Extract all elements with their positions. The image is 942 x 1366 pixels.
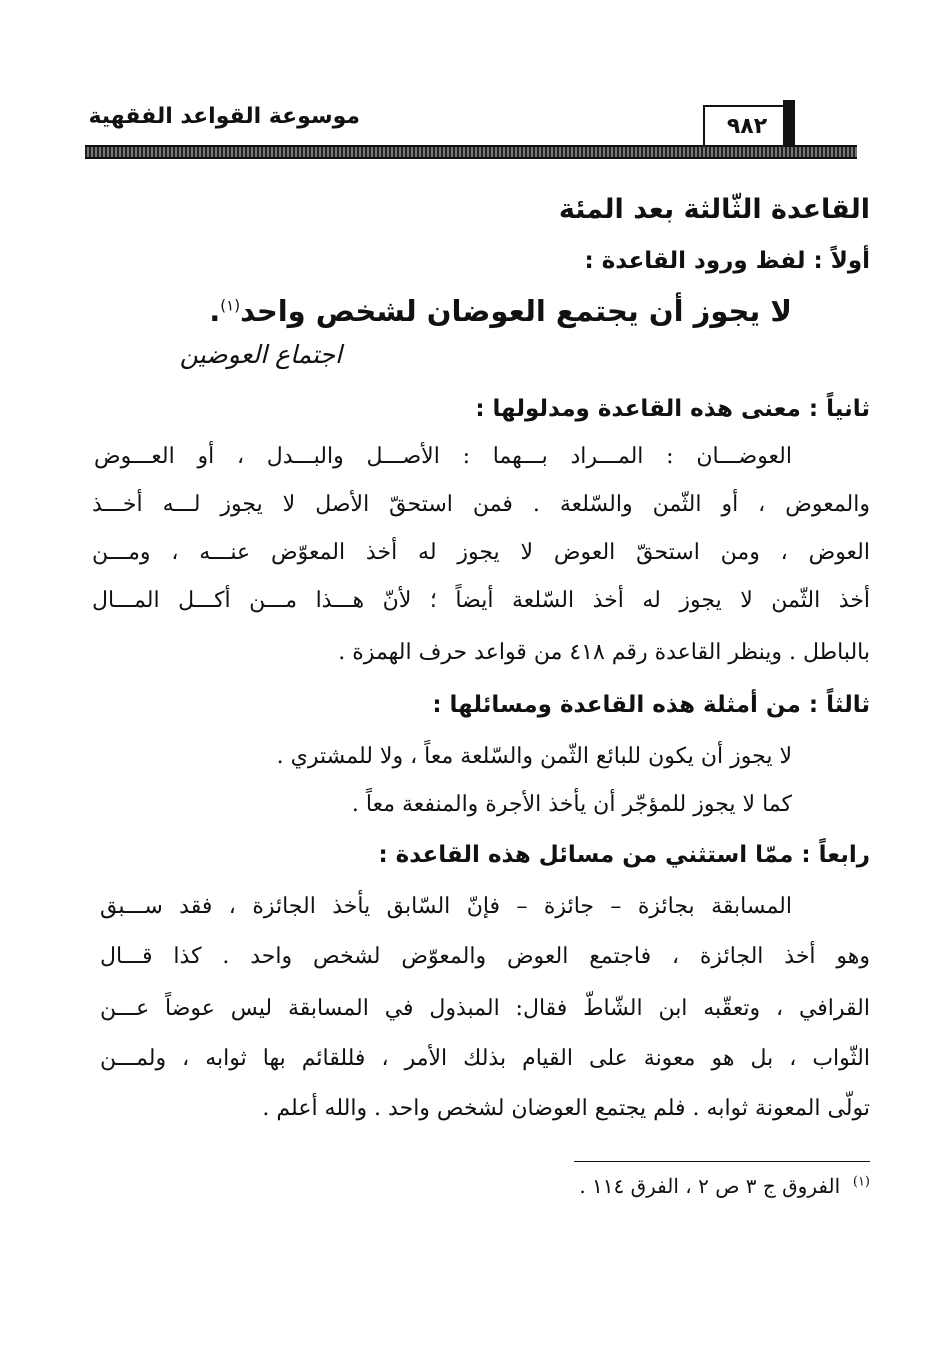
page-number: ٩٨٢ [703, 105, 791, 147]
exception-line: المسابقة بجائزة – جائزة – فإنّ السّابق يأخذ الجائزة ، فقد ســـبق [100, 894, 792, 919]
footnote [579, 1174, 870, 1198]
rule-statement-text: لا يجوز أن يجتمع العوضان لشخص واحد [240, 294, 792, 328]
meaning-line: العوض ، ومن استحقّ العوض لا يجوز له أخذ المعوّض عنـــه ، ومـــن [92, 540, 870, 565]
exception-line: تولّى المعونة ثوابه . فلم يجتمع العوضان لشخص واحد . والله أعلم . [262, 1096, 870, 1121]
footnote-marker: (١) [852, 1174, 870, 1190]
meaning-line: والمعوض ، أو الثّمن والسّلعة . فمن استحقّ الأصل لا يجوز لـــه أخـــذ [92, 492, 870, 517]
footnote-text: الفروق ج ٣ ص ٢ ، الفرق ١١٤ . [579, 1174, 841, 1198]
exception-line: وهو أخذ الجائزة ، فاجتمع العوض والمعوّض لشخص واحد . كذا قـــال [100, 944, 870, 969]
page-number-bar [783, 100, 795, 148]
meaning-line: أخذ الثّمن لا يجوز له أخذ السّلعة أيضاً ؛ لأنّ هـــذا مـــن أكـــل المـــال [92, 588, 870, 613]
running-header-title: موسوعة القواعد الفقهية [88, 104, 360, 129]
rule-statement: لا يجوز أن يجتمع العوضان لشخص واحد$^{(١)}$. [209, 294, 792, 328]
section-heading-meaning: ثانياً : معنى هذه القاعدة ومدلولها : [475, 396, 870, 422]
handwritten-note: اجتماع العوضين [179, 340, 342, 369]
rule-title: القاعدة الثّالثة بعد المئة [558, 194, 870, 225]
section-heading-examples: ثالثاً : من أمثلة هذه القاعدة ومسائلها : [432, 692, 870, 718]
section-heading-exceptions: رابعاً : ممّا استثني من مسائل هذه القاعدة : [378, 842, 870, 868]
example-line: كما لا يجوز للمؤجّر أن يأخذ الأجرة والمنفعة معاً . [351, 792, 792, 817]
meaning-line: العوضـــان : المـــراد بـــهما : الأصـــل والبـــدل ، أو العـــوض [94, 444, 792, 469]
exception-line: القرافي ، وتعقّبه ابن الشّاطّ فقال: المبذول في المسابقة ليس عوضاً عـــن [100, 996, 870, 1021]
exception-line: الثّواب ، بل هو معونة على القيام بذلك الأمر ، فللقائم بها ثوابه ، ولمـــن [100, 1046, 870, 1071]
footnote-ref[interactable]: (١) [220, 296, 241, 315]
section-heading-wording: أولاً : لفظ ورود القاعدة : [584, 248, 870, 274]
footnote-rule [574, 1161, 870, 1162]
meaning-line: بالباطل . وينظر القاعدة رقم ٤١٨ من قواعد حرف الهمزة . [338, 640, 870, 665]
example-line: لا يجوز أن يكون للبائع الثّمن والسّلعة معاً ، ولا للمشتري . [276, 744, 792, 769]
header-rule [85, 145, 857, 159]
